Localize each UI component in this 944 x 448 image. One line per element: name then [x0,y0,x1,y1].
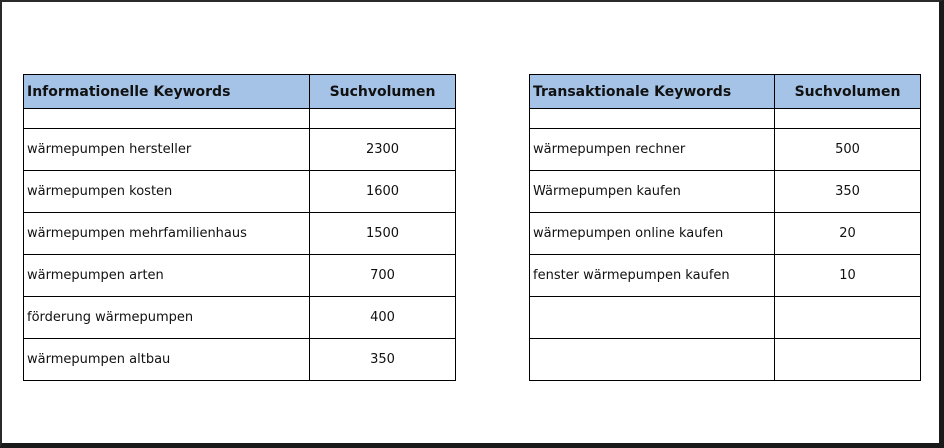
table-row [24,339,456,381]
keyword-cell: wärmepumpen arten [24,255,310,297]
empty-cell [775,109,921,129]
volume-cell: 500 [775,129,921,171]
table-row [24,213,456,255]
volume-cell: 350 [775,171,921,213]
empty-cell [310,109,456,129]
table-row [24,171,456,213]
table-row [24,129,456,171]
volume-cell: 1500 [310,213,456,255]
table-header-row [24,75,456,109]
header-volume: Suchvolumen [775,75,921,109]
transactional-keywords-table [529,74,921,381]
keyword-cell: fenster wärmepumpen kaufen [530,255,775,297]
keyword-cell: wärmepumpen altbau [24,339,310,381]
volume-cell [775,297,921,339]
table-row [24,297,456,339]
header-volume: Suchvolumen [310,75,456,109]
table-row [530,171,921,213]
volume-cell: 350 [310,339,456,381]
volume-cell [775,339,921,381]
keyword-cell: wärmepumpen mehrfamilienhaus [24,213,310,255]
keyword-cell: förderung wärmepumpen [24,297,310,339]
header-keyword: Informationelle Keywords [24,75,310,109]
keyword-cell: wärmepumpen online kaufen [530,213,775,255]
keyword-cell: wärmepumpen hersteller [24,129,310,171]
volume-cell: 20 [775,213,921,255]
keyword-cell [530,297,775,339]
keyword-cell: wärmepumpen rechner [530,129,775,171]
volume-cell: 1600 [310,171,456,213]
informational-keywords-table [23,74,456,381]
header-keyword: Transaktionale Keywords [530,75,775,109]
volume-cell: 400 [310,297,456,339]
volume-cell: 10 [775,255,921,297]
empty-cell [530,109,775,129]
table-row [530,213,921,255]
table-row [530,255,921,297]
keyword-cell [530,339,775,381]
table-row [530,339,921,381]
volume-cell: 2300 [310,129,456,171]
empty-cell [24,109,310,129]
keyword-cell: wärmepumpen kosten [24,171,310,213]
table-row [530,297,921,339]
empty-row [24,109,456,129]
empty-row [530,109,921,129]
volume-cell: 700 [310,255,456,297]
keyword-cell: Wärmepumpen kaufen [530,171,775,213]
table-row [530,129,921,171]
table-row [24,255,456,297]
table-header-row [530,75,921,109]
